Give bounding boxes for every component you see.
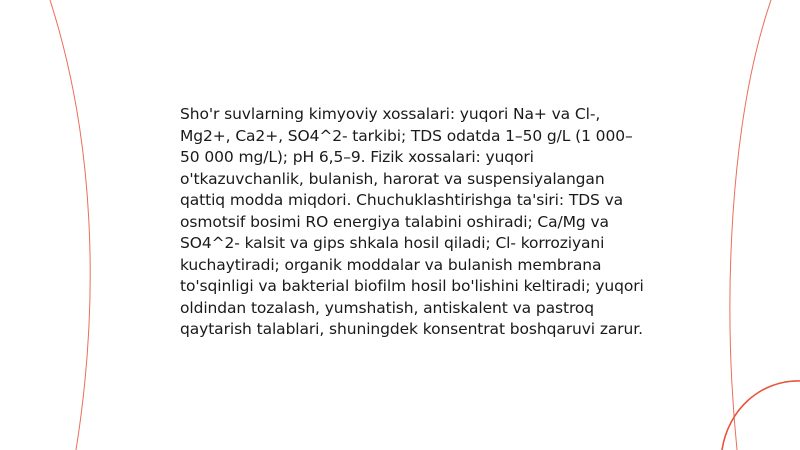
- slide-body-text: Sho'r suvlarning kimyoviy xossalari: yuqori Na+ va Cl-, Mg2+, Ca2+, SO4^2- tarkibi; TDS odatda 1–50 g/L (1 000–50 000 mg/L); pH 6,5–9. Fizik xossalari: yuqori o'tkazuvchanlik, bulanish, harorat va suspensiyalangan qattiq modda miqdori. Chuchuklashtirishga ta'siri: TDS va osmotsif bosimi RO energiya talabini oshiradi; Ca/Mg va SO4^2- kalsit va gips shkala hosil qiladi; Cl- korroziyani kuchaytiradi; organik moddalar va bulanish membrana to'sqinligi va bakterial biofilm hosil bo'lishini keltiradi; yuqori oldindan tozalash, yumshatish, antiskalent va pastroq qaytarish talablari, shuningdek konsentrat boshqaruvi zarur.: [180, 105, 644, 338]
- right-arc-line: [730, 0, 771, 450]
- left-arc-line: [50, 0, 90, 450]
